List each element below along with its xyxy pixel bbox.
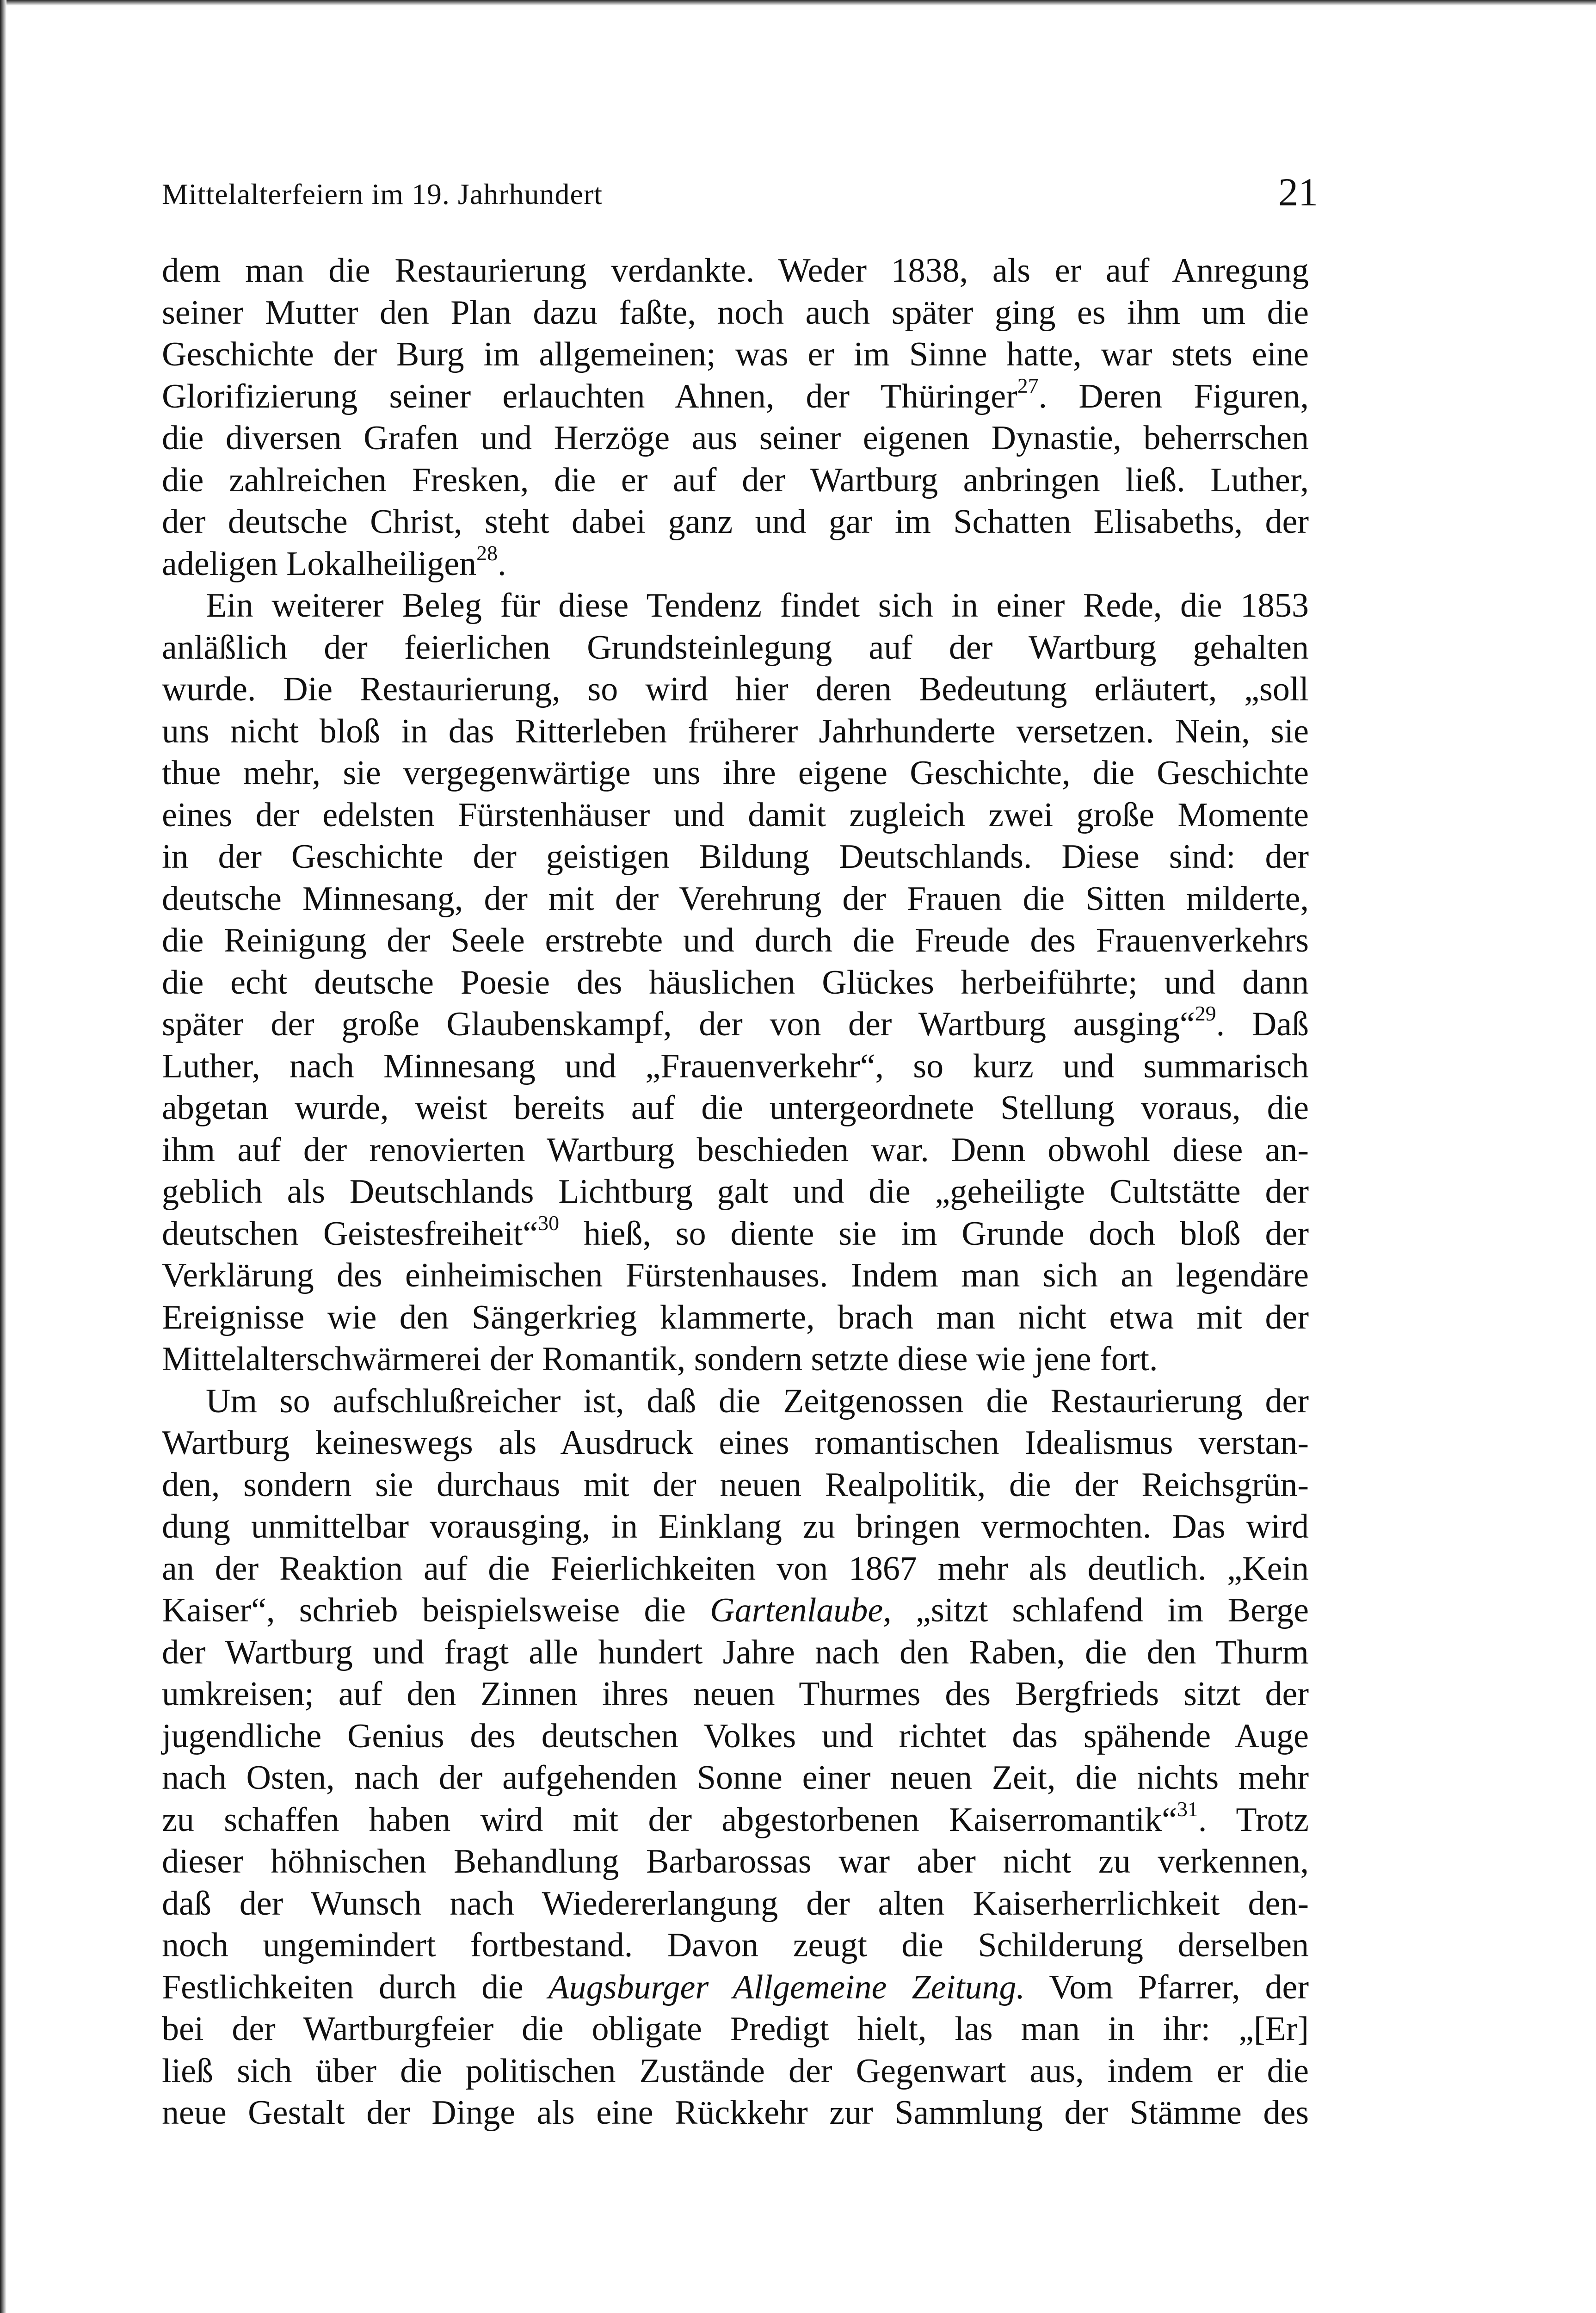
text-line: Geschichte der Burg im allgemeinen; was er im Sinne hatte, war stets eine <box>162 335 1309 373</box>
text-line: Luther, nach Minnesang und „Frauenverkehr“, so kurz und summarisch <box>162 1047 1309 1085</box>
text-run: hieß, so diente sie im Grunde doch bloß der <box>559 1214 1309 1253</box>
text-line: daß der Wunsch nach Wiedererlangung der alten Kaiserherrlichkeit den- <box>162 1884 1309 1923</box>
running-title: Mittelalterfeiern im 19. Jahrhundert <box>162 178 603 210</box>
text-run: . <box>498 544 506 583</box>
text-line: dung unmittelbar vorausging, in Einklang zu bringen vermochten. Das wird <box>162 1508 1309 1546</box>
running-header <box>162 171 1318 217</box>
text-line: dieser höhnischen Behandlung Barbarossas war aber nicht zu verkennen, <box>162 1843 1309 1880</box>
text-line: wurde. Die Restaurierung, so wird hier deren Bedeutung erläutert, „soll <box>162 670 1309 708</box>
text-run: Vom Pfarrer, der <box>1024 1968 1309 2006</box>
text-run: Festlichkeiten durch die <box>162 1968 548 2006</box>
body-text <box>162 250 1309 2134</box>
text-line <box>162 373 1309 418</box>
text-line: anläßlich der feierlichen Grundsteinlegung auf der Wartburg gehalten <box>162 628 1309 667</box>
text-run: adeligen Lokalheiligen <box>162 544 477 583</box>
text-line <box>162 1003 1309 1045</box>
text-line: die zahlreichen Fresken, die er auf der Wartburg anbringen ließ. Luther, <box>162 461 1309 499</box>
text-line: Ereignisse wie den Sängerkrieg klammerte, brach man nicht etwa mit der <box>162 1298 1309 1336</box>
text-line: thue mehr, sie vergegenwärtige uns ihre eigene Geschichte, die Geschichte <box>162 754 1309 792</box>
text-line: die diversen Grafen und Herzöge aus seiner eigenen Dynastie, beherrschen <box>162 419 1309 457</box>
footnote-ref-29: 29 <box>1195 1001 1216 1025</box>
text-line: geblich als Deutschlands Lichtburg galt und die „geheiligte Cultstätte der <box>162 1173 1309 1211</box>
text-run: . Daß <box>1216 1005 1309 1043</box>
text-line <box>162 1589 1309 1632</box>
footnote-ref-28: 28 <box>476 541 498 565</box>
text-line: Verklärung des einheimischen Fürstenhauses. Indem man sich an legendäre <box>162 1256 1309 1294</box>
text-run: . Trotz <box>1198 1800 1309 1839</box>
text-line: neue Gestalt der Dinge als eine Rückkehr zur Sammlung der Stämme des <box>162 2094 1309 2132</box>
paragraph-first-line: Um so aufschlußreicher ist, daß die Zeitgenossen die Restaurierung der <box>206 1382 1309 1420</box>
scan-edge-left <box>0 0 6 2313</box>
text-line: dem man die Restaurierung verdankte. Weder 1838, als er auf Anregung <box>162 252 1309 290</box>
text-line: abgetan wurde, weist bereits auf die untergeordnete Stellung voraus, die <box>162 1089 1309 1127</box>
scan-edge-top <box>0 0 1596 6</box>
text-line: der deutsche Christ, steht dabei ganz und gar im Schatten Elisabeths, der <box>162 503 1309 541</box>
text-line: der Wartburg und fragt alle hundert Jahre nach den Raben, die den Thurm <box>162 1633 1309 1671</box>
text-line: nach Osten, nach der aufgehenden Sonne einer neuen Zeit, die nichts mehr <box>162 1759 1309 1797</box>
text-line: Wartburg keineswegs als Ausdruck eines romantischen Idealismus verstan- <box>162 1424 1309 1462</box>
text-run: deutschen Geistesfreiheit“ <box>162 1214 538 1253</box>
text-line <box>162 1799 1309 1841</box>
text-run: „sitzt schlafend im Berge <box>891 1591 1309 1629</box>
page-number: 21 <box>1278 170 1318 214</box>
text-line: die Reinigung der Seele erstrebte und durch die Freude des Frauenverkehrs <box>162 921 1309 959</box>
text-line <box>162 543 1309 585</box>
text-line: in der Geschichte der geistigen Bildung Deutschlands. Diese sind: der <box>162 838 1309 876</box>
footnote-ref-31: 31 <box>1177 1797 1198 1821</box>
text-line: ließ sich über die politischen Zustände der Gegenwart aus, indem er die <box>162 2052 1309 2090</box>
text-line: noch ungemindert fortbestand. Davon zeugt die Schilderung derselben <box>162 1926 1309 1964</box>
text-line: den, sondern sie durchaus mit der neuen Realpolitik, die der Reichsgrün- <box>162 1466 1309 1504</box>
text-line <box>162 1967 1309 2009</box>
text-line: Mittelalterschwärmerei der Romantik, sondern setzte diese wie jene fort. <box>162 1340 1158 1378</box>
footnote-ref-27: 27 <box>1017 373 1039 397</box>
italic-title-augsburger-zeitung: Augsburger Allgemeine Zeitung. <box>548 1968 1025 2006</box>
text-run: zu schaffen haben wird mit der abgestorbenen Kaiserromantik“ <box>162 1800 1177 1839</box>
paragraph-first-line: Ein weiterer Beleg für diese Tendenz findet sich in einer Rede, die 1853 <box>206 587 1309 625</box>
text-line: ihm auf der renovierten Wartburg beschieden war. Denn obwohl diese an- <box>162 1131 1309 1169</box>
text-run: Glorifizierung seiner erlauchten Ahnen, der Thüringer <box>162 377 1017 415</box>
text-line: seiner Mutter den Plan dazu faßte, noch auch später ging es ihm um die <box>162 293 1309 332</box>
text-line: eines der edelsten Fürstenhäuser und damit zugleich zwei große Momente <box>162 796 1309 834</box>
text-line: jugendliche Genius des deutschen Volkes und richtet das spähende Auge <box>162 1717 1309 1755</box>
text-line: die echt deutsche Poesie des häuslichen Glückes herbeiführte; und dann <box>162 963 1309 1002</box>
footnote-ref-30: 30 <box>538 1211 560 1235</box>
text-line: uns nicht bloß in das Ritterleben früherer Jahrhunderte versetzen. Nein, sie <box>162 712 1309 750</box>
text-line: bei der Wartburgfeier die obligate Predigt hielt, las man in ihr: „[Er] <box>162 2010 1309 2048</box>
text-line: deutsche Minnesang, der mit der Verehrung der Frauen die Sitten milderte, <box>162 879 1309 918</box>
text-run: Kaiser“, schrieb beispielsweise die <box>162 1591 710 1629</box>
italic-title-gartenlaube: Gartenlaube, <box>710 1591 892 1629</box>
text-run: später der große Glaubenskampf, der von der Wartburg ausging“ <box>162 1005 1195 1043</box>
text-line <box>162 1213 1309 1255</box>
text-line: umkreisen; auf den Zinnen ihres neuen Thurmes des Bergfrieds sitzt der <box>162 1675 1309 1713</box>
text-line: an der Reaktion auf die Feierlichkeiten von 1867 mehr als deutlich. „Kein <box>162 1549 1309 1588</box>
text-run: . Deren Figuren, <box>1038 377 1309 415</box>
